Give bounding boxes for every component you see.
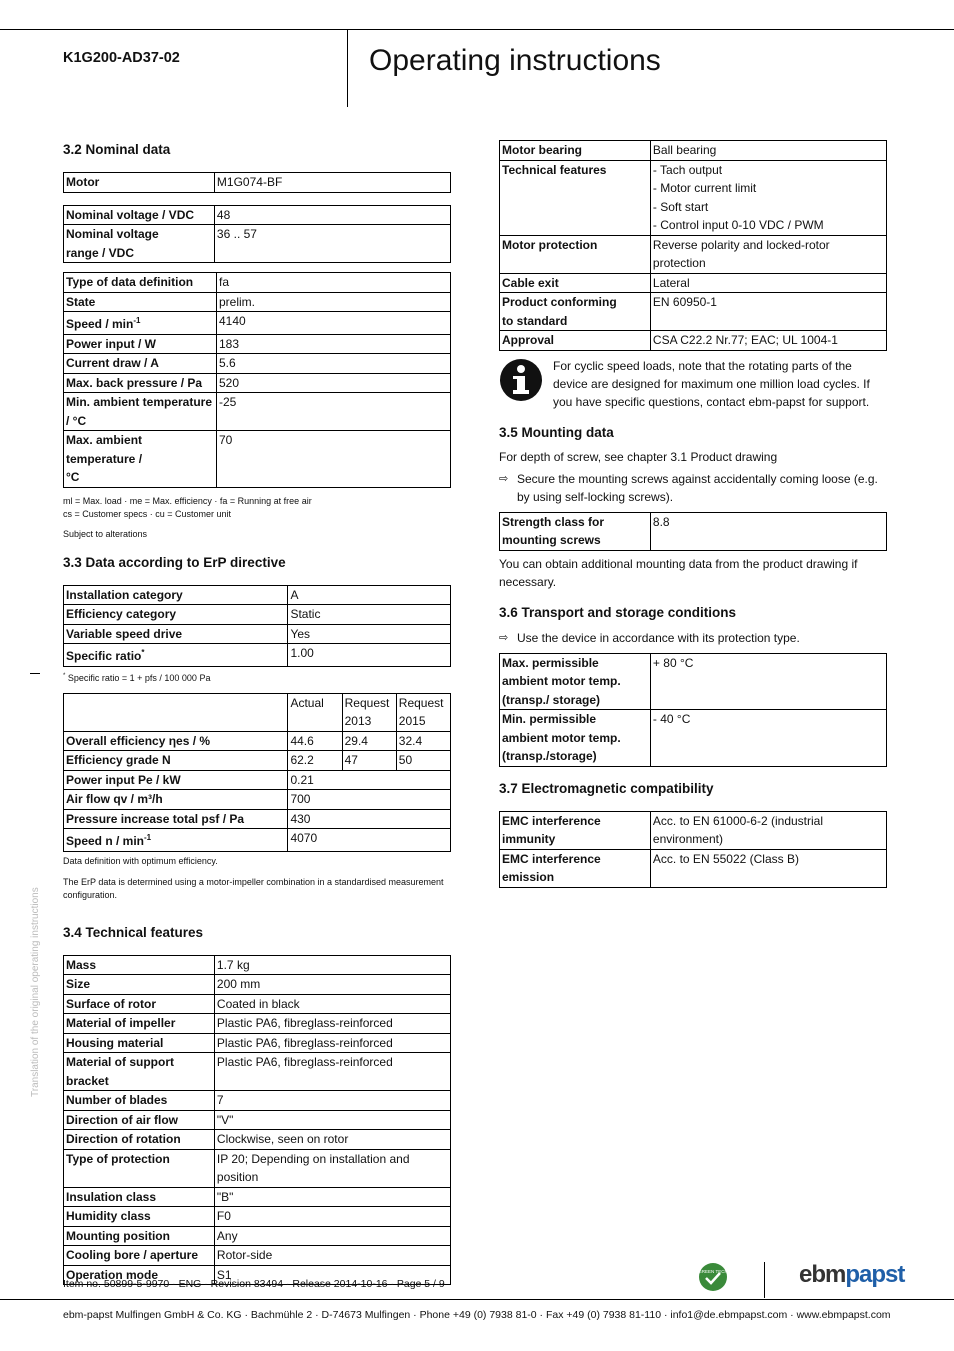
row-key: Motor [64,173,215,193]
table-row [500,331,887,351]
row-key: Nominal voltage range / VDC [64,225,215,263]
row-value: 7 [214,1091,450,1111]
row-value: 0.21 [288,770,451,790]
table-row [64,292,451,312]
table-row [64,1130,451,1150]
row-value: Clockwise, seen on rotor [214,1130,450,1150]
row-value-2013: 47 [342,751,396,771]
col-actual: Actual [288,693,342,731]
arrow-icon: ⇨ [499,472,509,485]
row-key: Cooling bore / aperture [64,1246,215,1266]
row-value: Coated in black [214,994,450,1014]
row-value: "V" [214,1110,450,1130]
row-value: 430 [288,809,451,829]
margin-mark [30,673,40,674]
row-key: Min. ambient temperature / °C [64,393,217,431]
erp-note-2: The ErP data is determined using a motor-impeller combination in a standardised measurement configuration. [63,876,444,900]
row-key: Max. back pressure / Pa [64,373,217,393]
row-key: Number of blades [64,1091,215,1111]
voltage-table [63,205,451,264]
table-row [64,585,451,605]
table-row [500,160,887,235]
row-key: Overall efficiency ηes / % [64,731,288,751]
legend-line-2: cs = Customer specs · cu = Customer unit [63,508,232,519]
footer-item-info: Item no. 50899-5-9970 · ENG · Revision 83494 · Release 2014-10-16 · Page 5 / 9 [63,1278,445,1290]
row-value: 700 [288,790,451,810]
brand-logo: ebmpapst [799,1261,905,1288]
row-key: Insulation class [64,1187,215,1207]
table-row [500,653,887,710]
row-key: Efficiency grade N [64,751,288,771]
table-row [64,731,451,751]
feature-line: - Tach output [652,162,723,177]
row-key: Power input Pe / kW [64,770,288,790]
table-row [64,431,451,488]
row-key: Current draw / A [64,354,217,374]
row-key: Humidity class [64,1207,215,1227]
table-row [64,334,451,354]
row-key: Surface of rotor [64,994,215,1014]
table-row [64,373,451,393]
row-value: Any [214,1226,450,1246]
row-value: 48 [214,205,450,225]
table-row [64,205,451,225]
transport-heading: 3.6 Transport and storage conditions [499,604,737,620]
row-value-2015: 32.4 [396,731,450,751]
feature-line: - Control input 0-10 VDC / PWM [652,218,824,232]
info-icon [499,357,545,403]
table-row [500,293,887,331]
table-row [64,1187,451,1207]
table-row [64,829,451,852]
col-request-2013: Request 2013 [342,693,396,731]
mounting-table [499,512,887,551]
row-value: Acc. to EN 55022 (Class B) [650,849,886,887]
row-key: Speed n / $\min^{-1}$ [64,829,288,852]
table-row [64,1091,451,1111]
row-key: Operation mode [64,1265,215,1285]
row-value: IP 20; Depending on installation and position [214,1149,450,1187]
row-key: Direction of rotation [64,1130,215,1150]
row-value: F0 [214,1207,450,1227]
table-row [64,975,451,995]
table-row [500,849,887,887]
table-row [64,273,451,293]
row-key: EMC interference emission [500,849,651,887]
row-value: 200 mm [214,975,450,995]
row-key: Power input / W [64,334,217,354]
technical-table [63,955,451,1286]
nominal-values-table [63,272,451,488]
table-row [64,1033,451,1053]
specific-ratio-footnote: * Specific ratio = 1 + pfs / 100 000 Pa [63,672,211,683]
feature-line: - Soft start [652,199,709,214]
table-row [64,225,451,263]
row-value: EN 60950-1 [650,293,886,331]
row-key: Approval [500,331,651,351]
table-row [64,809,451,829]
right-column [499,140,887,888]
row-value: "B" [214,1187,450,1207]
feature-line: - Motor current limit [652,181,757,195]
motor-table [63,172,451,193]
table-row [500,710,887,767]
row-key: Material of impeller [64,1014,215,1034]
table-row [64,605,451,625]
row-value: Plastic PA6, fibreglass-reinforced [214,1014,450,1034]
row-key: Max. permissible ambient motor temp. (transp./ storage) [500,653,651,710]
row-value: 4070 [288,829,451,852]
row-value: S1 [214,1265,450,1285]
row-value: 4140 [217,312,451,335]
top-rule [0,29,954,30]
transport-table [499,653,887,767]
row-value: 183 [217,334,451,354]
row-value-2013: 29.4 [342,731,396,751]
left-column [63,142,451,1285]
table-row [500,273,887,293]
table-row [500,235,887,273]
row-key: Variable speed drive [64,624,288,644]
row-key: Motor bearing [500,141,651,161]
row-key: Min. permissible ambient motor temp. (transp./storage) [500,710,651,767]
erp-table [63,585,451,667]
emc-heading: 3.7 Electromagnetic compatibility [499,780,714,796]
model-number: K1G200-AD37-02 [63,50,180,66]
row-value: + 80 °C [650,653,886,710]
row-key: Direction of air flow [64,1110,215,1130]
green-tech-badge-icon [698,1262,728,1292]
row-value: Static [288,605,451,625]
nominal-heading: 3.2 Nominal data [63,142,171,157]
table-row [64,312,451,335]
table-row [64,770,451,790]
table-row [64,1207,451,1227]
table-row [64,1246,451,1266]
row-key: Size [64,975,215,995]
footer-rule [0,1299,954,1300]
row-key: State [64,292,217,312]
row-value: CSA C22.2 Nr.77; EAC; UL 1004-1 [650,331,886,351]
row-value: 36 .. 57 [214,225,450,263]
row-key: Type of data definition [64,273,217,293]
row-value: prelim. [217,292,451,312]
info-text: For cyclic speed loads, note that the rotating parts of the device are designed for maximum one million load cycles. If you have specific questions, contact ebm-papst for support. [553,358,870,409]
row-value: Ball bearing [650,141,886,161]
row-key: EMC interference immunity [500,811,651,849]
erp-note-1: Data definition with optimum efficiency. [63,855,218,866]
erp-efficiency-table [63,693,451,852]
table-row [64,994,451,1014]
transport-bullet: ⇨ Use the device in accordance with its protection type. [499,630,800,645]
row-key: Air flow qv / m³/h [64,790,288,810]
logo-separator [764,1262,765,1298]
emc-table [499,811,887,888]
table-row [64,644,451,667]
table-row [64,955,451,975]
table-row [64,624,451,644]
info-box [499,357,887,411]
row-value: Rotor-side [214,1246,450,1266]
document-title: Operating instructions [369,44,661,77]
row-key: Pressure increase total psf / Pa [64,809,288,829]
row-value: 520 [217,373,451,393]
row-value [650,160,886,235]
row-value: Plastic PA6, fibreglass-reinforced [214,1033,450,1053]
table-row [500,141,887,161]
row-value: M1G074-BF [214,173,450,193]
row-value-actual: 62.2 [288,751,342,771]
row-value: 8.8 [650,512,886,550]
row-value: 70 [217,431,451,488]
row-key: Strength class for mounting screws [500,512,651,550]
row-key: Product conforming to standard [500,293,651,331]
table-row [64,751,451,771]
row-value: fa [217,273,451,293]
table-row [64,1226,451,1246]
arrow-icon: ⇨ [499,631,509,644]
technical-heading: 3.4 Technical features [63,924,204,940]
col-request-2015: Request 2015 [396,693,450,731]
table-header-row [64,693,451,731]
row-value: Yes [288,624,451,644]
footer-company: ebm-papst Mulfingen GmbH & Co. KG · Bachmühle 2 · D-74673 Mulfingen · Phone +49 (0) 7938 81-0 · Fax +49 (0) 7938 81-110 · info1@de.ebmpapst.com · www.ebmpapst.com [63,1309,891,1321]
row-key: Max. ambient temperature / °C [64,431,217,488]
row-value: A [288,585,451,605]
row-value: 1.7 kg [214,955,450,975]
header-empty-cell [64,693,288,731]
row-key: Speed / $\min^{-1}$ [64,312,217,335]
row-key: Mounting position [64,1226,215,1246]
table-row [64,354,451,374]
mounting-heading: 3.5 Mounting data [499,424,614,440]
row-value: -25 [217,393,451,431]
row-value: Plastic PA6, fibreglass-reinforced [214,1053,450,1091]
technical-continued-table [499,140,887,351]
table-row [64,393,451,431]
table-row [500,512,887,550]
mounting-after: You can obtain additional mounting data from the product drawing if necessary. [499,556,858,589]
row-value: Reverse polarity and locked-rotor protection [650,235,886,273]
erp-heading: 3.3 Data according to ErP directive [63,554,286,570]
row-key: Material of support bracket [64,1053,215,1091]
row-key: Mass [64,955,215,975]
mounting-intro: For depth of screw, see chapter 3.1 Product drawing [499,449,778,464]
row-key: Efficiency category [64,605,288,625]
row-key: Type of protection [64,1149,215,1187]
header-separator [347,29,348,107]
row-key: Technical features [500,160,651,235]
row-value-actual: 44.6 [288,731,342,751]
row-key: Nominal voltage / VDC [64,205,215,225]
row-key: Installation category [64,585,288,605]
svg-text:GREEN TECH: GREEN TECH [698,1269,728,1274]
row-key: Motor protection [500,235,651,273]
table-row [64,790,451,810]
row-value: 5.6 [217,354,451,374]
row-key: Housing material [64,1033,215,1053]
row-value: 1.00 [288,644,451,667]
table-row [500,811,887,849]
side-text: Translation of the original operating instructions [30,887,41,1097]
table-row [64,1014,451,1034]
row-value: Lateral [650,273,886,293]
subject-note: Subject to alterations [63,528,148,539]
row-value-2015: 50 [396,751,450,771]
mounting-bullet: ⇨ Secure the mounting screws against accidentally coming loose (e.g. by using self-locking screws). [499,471,878,504]
row-key: Cable exit [500,273,651,293]
table-row [64,173,451,193]
row-value: Acc. to EN 61000-6-2 (industrial environment) [650,811,886,849]
table-row [64,1110,451,1130]
row-key: Specific ratio* [64,644,288,667]
table-row [64,1149,451,1187]
table-row [64,1053,451,1091]
legend-line-1: ml = Max. load · me = Max. efficiency · fa = Running at free air [63,495,312,506]
row-value: - 40 °C [650,710,886,767]
